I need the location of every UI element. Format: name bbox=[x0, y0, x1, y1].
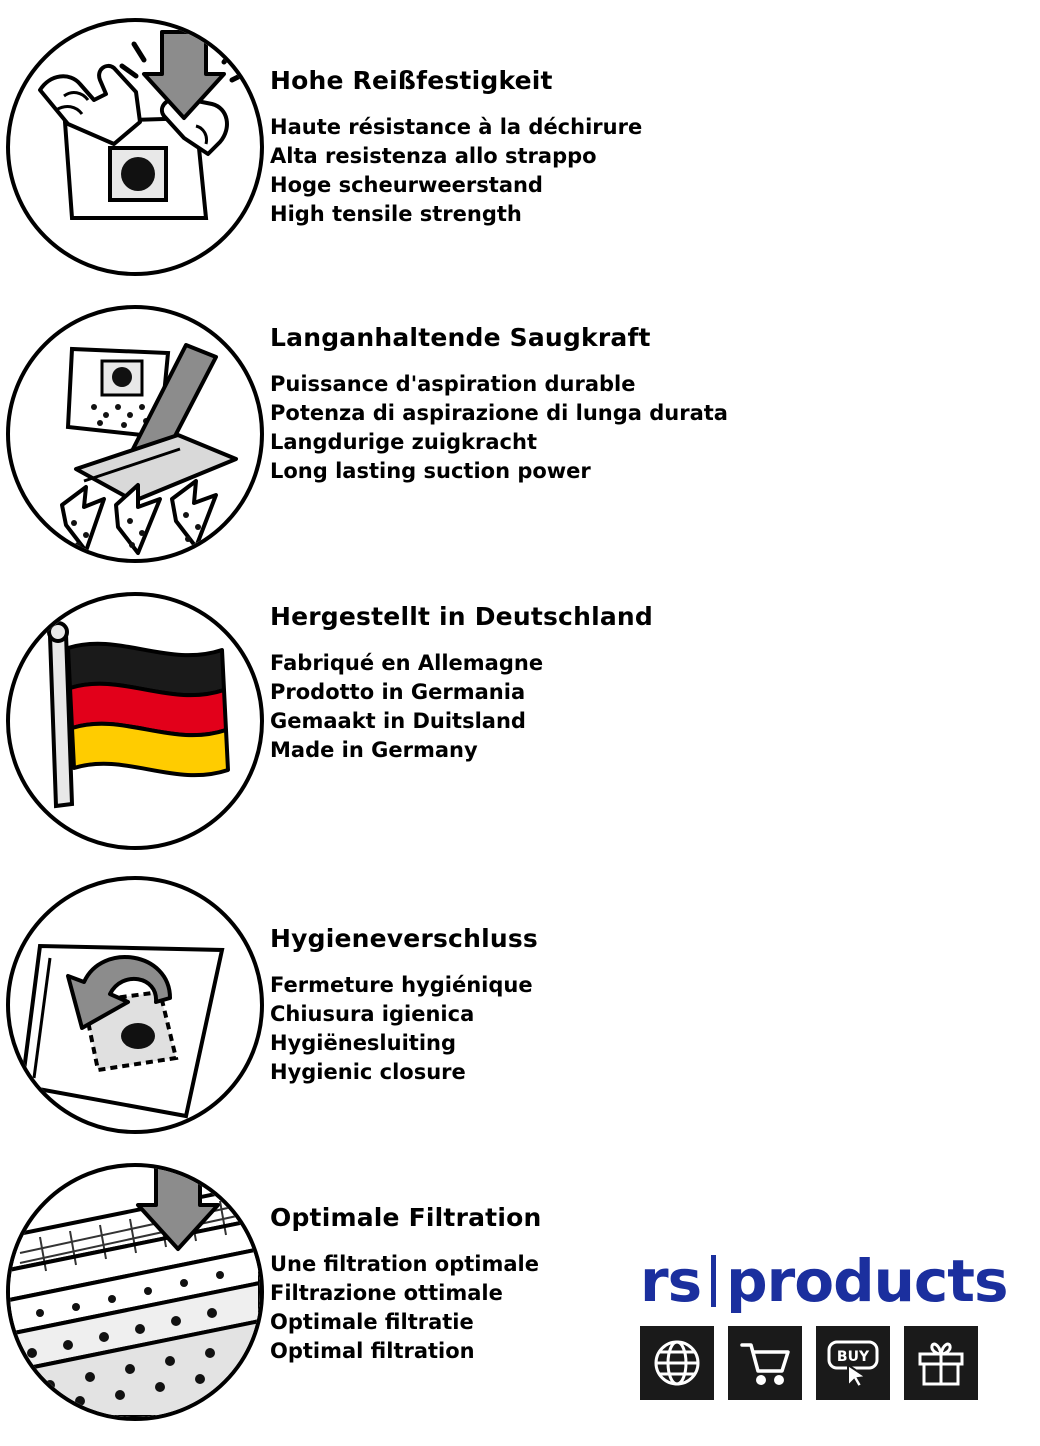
feature-line: Potenza di aspirazione di lunga durata bbox=[270, 400, 728, 425]
feature-line: Langdurige zuigkracht bbox=[270, 429, 537, 454]
gift-box-icon[interactable] bbox=[904, 1326, 978, 1400]
brand-logo bbox=[640, 1247, 1030, 1315]
feature-row bbox=[0, 876, 1040, 1134]
feature-line: Prodotto in Germania bbox=[270, 679, 526, 704]
feature-headline: Hygieneverschluss bbox=[270, 924, 538, 953]
svg-text:BUY: BUY bbox=[836, 1349, 870, 1365]
feature-line: Long lasting suction power bbox=[270, 458, 591, 483]
feature-line: Gemaakt in Duitsland bbox=[270, 708, 526, 733]
feature-icon-wrap bbox=[0, 305, 270, 563]
feature-line: Fermeture hygiénique bbox=[270, 973, 533, 997]
brand-name-left: rs bbox=[640, 1247, 702, 1315]
feature-line: Hygienic closure bbox=[270, 1059, 466, 1084]
feature-texts bbox=[270, 305, 728, 486]
feature-row bbox=[0, 305, 1040, 563]
feature-line: Made in Germany bbox=[270, 737, 478, 762]
feature-line: High tensile strength bbox=[270, 201, 522, 226]
feature-line: Une filtration optimale bbox=[270, 1252, 540, 1276]
feature-row bbox=[0, 18, 1040, 276]
brand-divider bbox=[711, 1255, 716, 1307]
buy-button-icon[interactable] bbox=[816, 1326, 890, 1400]
multilayer-filtration-icon bbox=[6, 1163, 264, 1421]
globe-icon[interactable] bbox=[640, 1326, 714, 1400]
feature-line: Optimal filtration bbox=[270, 1338, 475, 1363]
hygienic-closure-icon bbox=[6, 876, 264, 1134]
feature-line: Filtrazione ottimale bbox=[270, 1280, 503, 1305]
feature-line: Fabriqué en Allemagne bbox=[270, 651, 544, 675]
feature-texts bbox=[270, 18, 642, 229]
feature-headline: Optimale Filtration bbox=[270, 1203, 542, 1232]
vacuum-nozzle-suction-icon bbox=[6, 305, 264, 563]
feature-headline: Hergestellt in Deutschland bbox=[270, 602, 653, 631]
feature-texts bbox=[270, 592, 653, 765]
brand-block bbox=[640, 1247, 1030, 1400]
feature-headline: Langanhaltende Saugkraft bbox=[270, 323, 651, 352]
feature-line: Optimale filtratie bbox=[270, 1309, 474, 1334]
feature-row bbox=[0, 592, 1040, 850]
brand-name-right: products bbox=[726, 1247, 1008, 1315]
brand-icon-row bbox=[640, 1326, 1030, 1400]
german-flag-icon bbox=[6, 592, 264, 850]
feature-texts bbox=[270, 1163, 541, 1366]
feature-icon-wrap bbox=[0, 1163, 270, 1421]
feature-line: Hoge scheurweerstand bbox=[270, 172, 543, 197]
shopping-cart-icon[interactable] bbox=[728, 1326, 802, 1400]
feature-icon-wrap bbox=[0, 876, 270, 1134]
feature-icon-wrap bbox=[0, 592, 270, 850]
feature-texts bbox=[270, 876, 538, 1087]
hands-tearing-bag-icon bbox=[6, 18, 264, 276]
feature-headline: Hohe Reißfestigkeit bbox=[270, 66, 553, 95]
feature-line: Chiusura igienica bbox=[270, 1001, 475, 1026]
feature-line: Puissance d'aspiration durable bbox=[270, 372, 636, 396]
feature-line: Hygiënesluiting bbox=[270, 1030, 456, 1055]
feature-line: Alta resistenza allo strappo bbox=[270, 143, 597, 168]
feature-line: Haute résistance à la déchirure bbox=[270, 115, 643, 139]
feature-icon-wrap bbox=[0, 18, 270, 276]
